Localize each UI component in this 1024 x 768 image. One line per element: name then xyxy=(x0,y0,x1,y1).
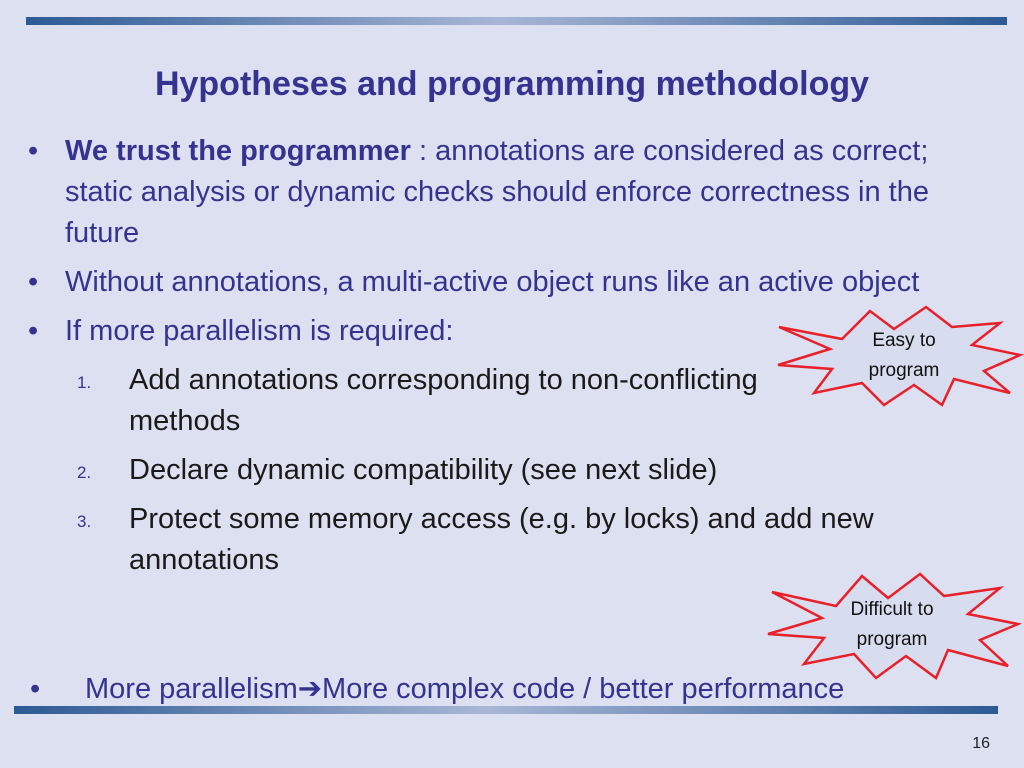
item-number: 3. xyxy=(77,512,92,531)
callout-line: program xyxy=(856,629,928,650)
top-rule xyxy=(26,17,1007,25)
numbered-item xyxy=(77,360,869,442)
slide-title: Hypotheses and programming methodology xyxy=(154,65,870,103)
easy-callout xyxy=(842,326,966,386)
right-arrow-icon: ➔ xyxy=(297,673,323,705)
conclusion-bullet xyxy=(30,669,844,710)
page-number: 16 xyxy=(972,735,990,752)
bullet-icon: • xyxy=(28,266,39,298)
bullet-text: Without annotations, a multi-active object runs like an active object xyxy=(65,266,920,298)
numbered-item xyxy=(77,499,929,581)
bullet-icon: • xyxy=(30,673,41,705)
conclusion-part2: More complex code / better performance xyxy=(322,673,845,705)
bullet-bold-text: We trust the programmer xyxy=(65,135,411,167)
bullet-icon: • xyxy=(28,315,39,347)
bullet-text: If more parallelism is required: xyxy=(65,315,454,347)
callout-line: Easy to xyxy=(872,330,936,351)
bullet-text: : annotations are considered as correct; static analysis or dynamic checks should enforce correctness in the future xyxy=(65,135,929,249)
item-number: 2. xyxy=(77,463,92,482)
bullet-item xyxy=(28,131,978,254)
difficult-callout xyxy=(829,595,955,655)
bullet-item xyxy=(28,262,978,303)
item-text: Declare dynamic compatibility (see next slide) xyxy=(129,454,718,486)
bullet-icon: • xyxy=(28,135,39,167)
callout-line: Difficult to xyxy=(850,599,934,620)
bottom-rule xyxy=(14,706,998,714)
item-text: Protect some memory access (e.g. by locks) and add new annotations xyxy=(129,503,874,576)
callout-line: program xyxy=(868,360,940,381)
item-text: Add annotations corresponding to non-conflicting methods xyxy=(129,364,758,437)
numbered-item xyxy=(77,450,869,491)
item-number: 1. xyxy=(77,373,92,392)
conclusion-part1: More parallelism xyxy=(85,673,298,705)
